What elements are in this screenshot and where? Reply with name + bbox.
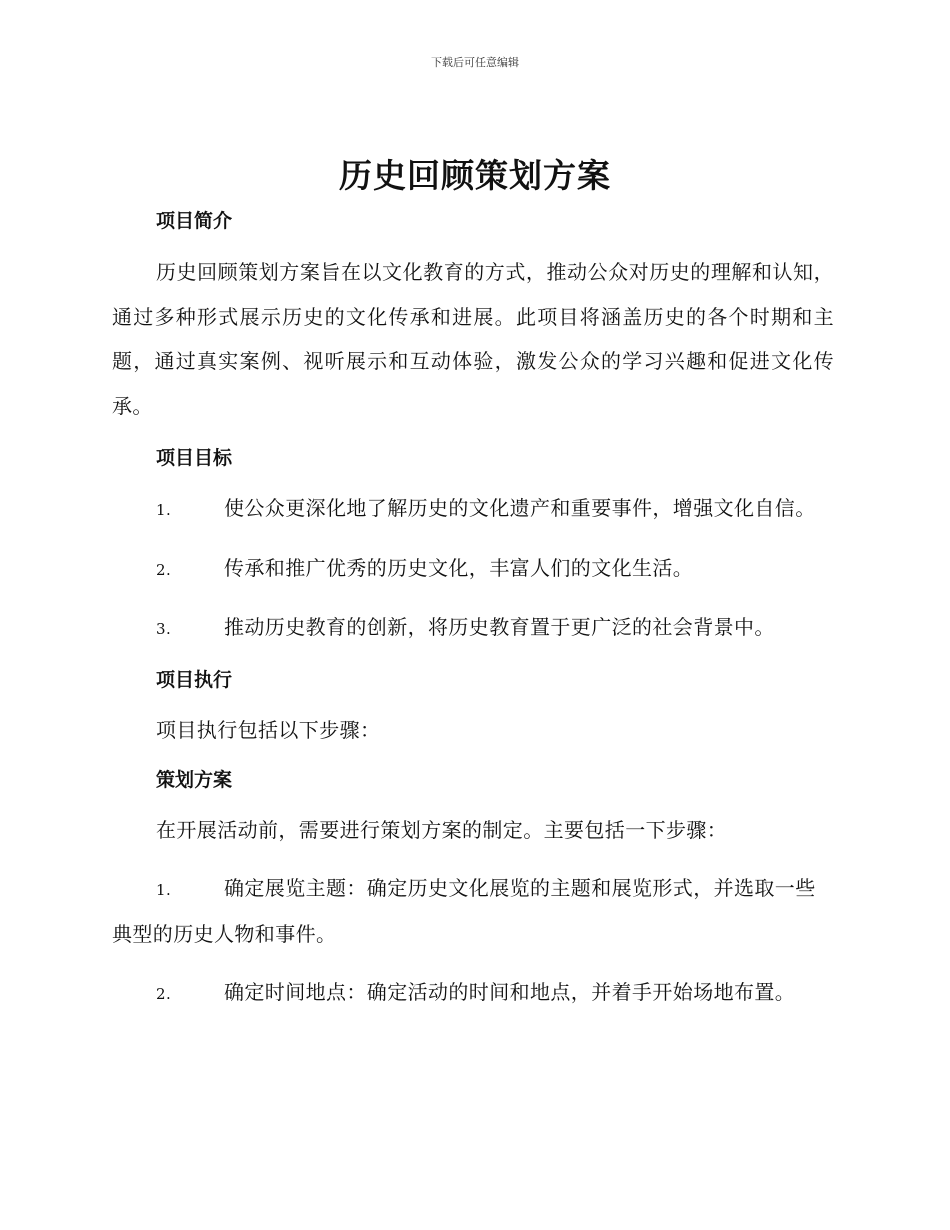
list-item (112, 866, 834, 957)
list-number: 2. (156, 560, 172, 579)
list-item (112, 605, 834, 652)
list-item (112, 486, 834, 533)
list-text: 确定时间地点：确定活动的时间和地点，并着手开始场地布置。 (224, 979, 796, 1004)
list-number: 3. (156, 620, 172, 638)
execution-paragraph: 项目执行包括以下步骤： (156, 717, 381, 742)
section-heading-goals: 项目目标 (156, 447, 233, 469)
list-number: 2. (156, 984, 172, 1003)
intro-paragraph: 历史回顾策划方案旨在以文化教育的方式，推动公众对历史的理解和认知，通过多种形式展示历史的文化传承和进展。此项目将涵盖历史的各个时期和主题，通过真实案例、视听展示和互动体验，激发公众的学习兴趣和促进文化传承。 (112, 260, 834, 418)
section-heading-plan: 策划方案 (156, 769, 233, 791)
document-body (112, 200, 834, 1016)
header-note: 下载后可任意编辑 (431, 56, 519, 69)
plan-paragraph: 在开展活动前，需要进行策划方案的制定。主要包括一下步骤： (156, 818, 728, 842)
section-heading-intro: 项目简介 (156, 210, 233, 232)
section-heading-execution: 项目执行 (156, 668, 233, 691)
list-item (112, 970, 834, 1017)
list-text: 推动历史教育的创新，将历史教育置于更广泛的社会背景中。 (224, 615, 775, 639)
document-title: 历史回顾策划方案 (339, 156, 611, 195)
list-number: 1. (156, 501, 172, 519)
list-number: 1. (156, 880, 172, 899)
list-text: 传承和推广优秀的历史文化，丰富人们的文化生活。 (224, 555, 694, 580)
list-text: 使公众更深化地了解历史的文化遗产和重要事件，增强文化自信。 (224, 496, 816, 520)
list-text: 确定展览主题：确定历史文化展览的主题和展览形式，并选取一些典型的历史人物和事件。 (112, 875, 816, 946)
list-item (112, 546, 834, 593)
